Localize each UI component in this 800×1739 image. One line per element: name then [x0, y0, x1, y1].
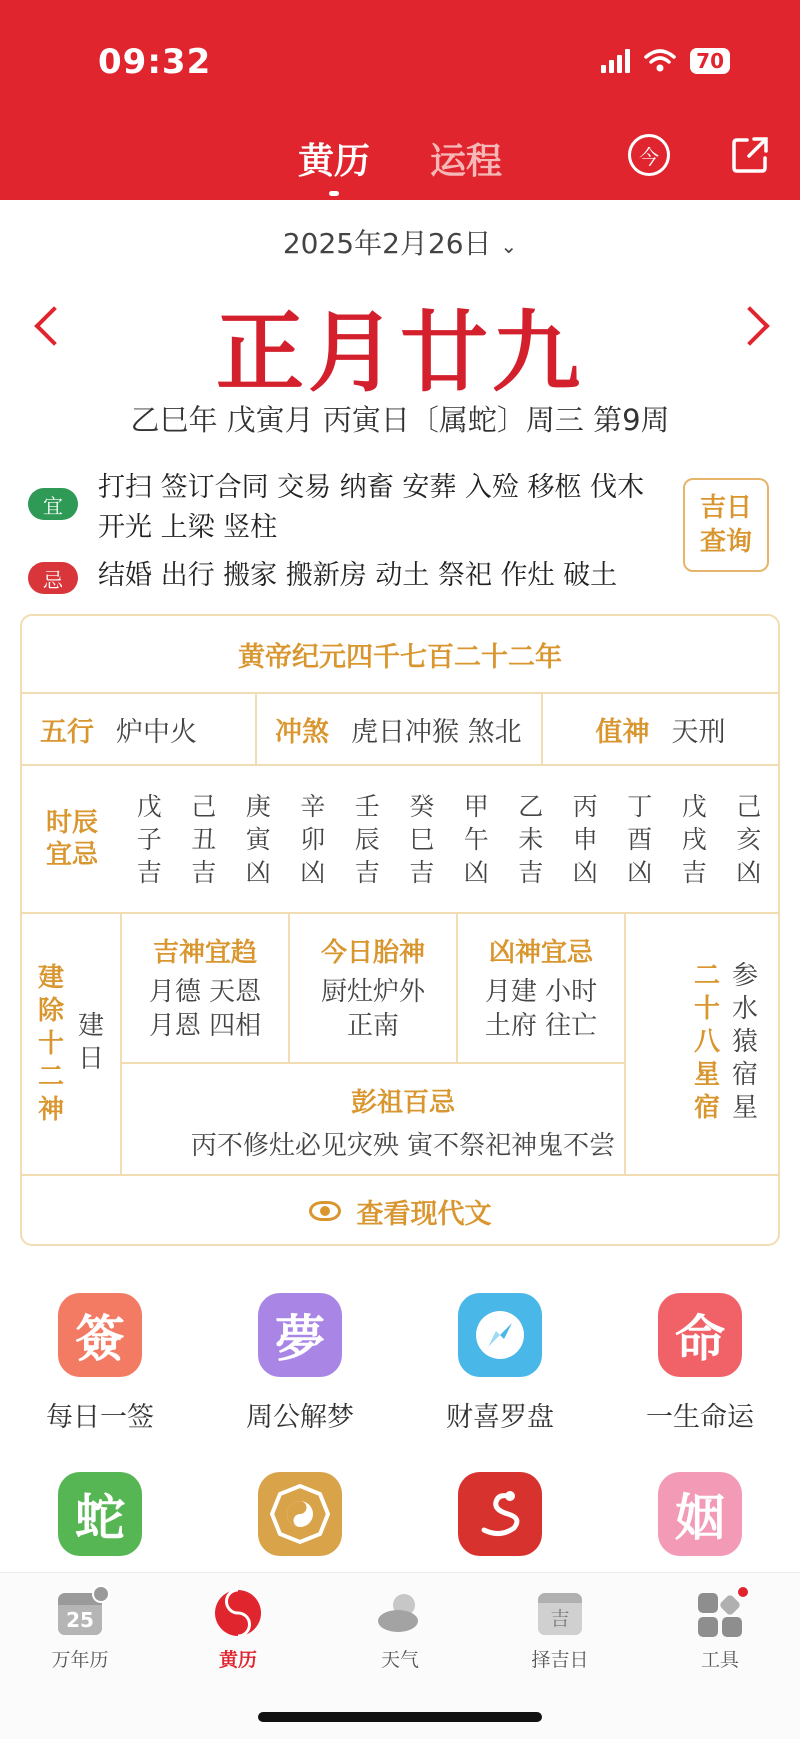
jishen-box	[122, 914, 288, 1062]
xiu-value: 参 水 猿 宿 星	[731, 961, 758, 1123]
tab-almanac[interactable]	[178, 1587, 298, 1672]
good-day-query-button[interactable]	[683, 478, 769, 572]
home-indicator	[258, 1712, 542, 1722]
lower-grid	[22, 914, 778, 1176]
shichen-label-text: 时辰 宜忌	[45, 808, 98, 870]
chongsha-value: 虎日冲猴 煞北	[351, 716, 522, 748]
snake-emblem-icon	[458, 1472, 542, 1556]
shichen-column	[504, 790, 559, 889]
shichen-cell: 甲	[463, 791, 489, 821]
wuxing-chongsha-row	[22, 694, 778, 766]
calendar-day-number: 25	[58, 1605, 102, 1635]
app-header	[0, 0, 800, 200]
tool-item[interactable]	[600, 1472, 800, 1556]
xiongshen-box	[458, 914, 624, 1062]
lunar-date: 正月廿九	[215, 300, 584, 404]
tool-item[interactable]	[200, 1472, 400, 1556]
shichen-cell: 吉	[681, 857, 707, 887]
lucky-day-glyph: 吉	[538, 1603, 582, 1635]
pengzu-box	[122, 1064, 684, 1162]
almanac-card	[20, 614, 780, 1246]
shichen-column	[395, 790, 450, 889]
shichen-cell: 戊	[136, 791, 162, 821]
taishen-line: 厨灶炉外	[320, 977, 425, 1007]
battery-indicator: 70	[690, 48, 730, 74]
notification-dot	[736, 1585, 750, 1599]
tab-calendar[interactable]	[20, 1587, 140, 1672]
tab-weather-label: 天气	[380, 1649, 419, 1671]
cellular-signal-icon	[601, 49, 630, 73]
shichen-label	[22, 807, 122, 871]
top-nav-tabs	[0, 133, 800, 184]
shichen-cell: 凶	[300, 857, 326, 887]
shichen-cell: 吉	[409, 857, 435, 887]
taishen-title: 今日胎神	[320, 938, 425, 968]
shichen-cell: 己	[736, 791, 762, 821]
dream-icon: 夢	[258, 1293, 342, 1377]
shichen-cell: 吉	[191, 857, 217, 887]
yi-row	[28, 468, 668, 548]
shichen-cell: 子	[136, 824, 162, 854]
lucky-day-icon	[534, 1587, 586, 1639]
shichen-cell: 凶	[736, 857, 762, 887]
shichen-cell: 申	[572, 824, 598, 854]
pengzu-title: 彭祖百忌	[350, 1088, 455, 1118]
pengzu-text: 丙不修灶必见灾殃 寅不祭祀神鬼不尝	[190, 1131, 616, 1161]
compass-icon	[458, 1293, 542, 1377]
jishen-line: 月德 天恩	[148, 977, 262, 1007]
eye-icon	[309, 1201, 341, 1221]
tab-tools-label: 工具	[700, 1649, 739, 1671]
shichen-cell: 午	[463, 824, 489, 854]
today-circle-icon[interactable]: 今	[628, 134, 670, 176]
shichen-column	[613, 790, 668, 889]
shichen-column	[177, 790, 232, 889]
shichen-cell: 辰	[354, 824, 380, 854]
tab-yuncheng[interactable]	[430, 133, 502, 184]
tab-huangli[interactable]	[298, 133, 370, 184]
tool-label: 周公解梦	[246, 1402, 354, 1433]
shichen-cell: 吉	[518, 857, 544, 887]
almanac-icon	[212, 1587, 264, 1639]
solar-date: 2025年2月26日	[282, 227, 492, 260]
tool-item[interactable]	[200, 1293, 400, 1434]
good-day-button-line2: 查询	[699, 527, 752, 557]
tab-weather[interactable]	[340, 1587, 460, 1672]
shichen-cell: 酉	[627, 824, 653, 854]
shichen-column	[122, 790, 177, 889]
shichen-column	[231, 790, 286, 889]
xiu-label: 二 十 八 星 宿	[693, 961, 720, 1123]
weather-icon	[374, 1587, 426, 1639]
shichen-column	[340, 790, 395, 889]
shichen-cell: 吉	[136, 857, 162, 887]
shichen-cell: 乙	[518, 791, 544, 821]
shichen-cell: 己	[191, 791, 217, 821]
yi-badge: 宜	[28, 488, 78, 520]
jishen-title: 吉神宜趋	[152, 938, 257, 968]
ji-row	[28, 556, 668, 596]
shichen-row	[22, 766, 778, 914]
yi-text: 打扫 签订合同 交易 纳畜 安葬 入殓 移柩 伐木 开光 上梁 竖柱	[98, 472, 645, 543]
taishen-box	[290, 914, 456, 1062]
tool-item[interactable]	[0, 1472, 200, 1556]
zhishen-cell	[543, 694, 778, 764]
bagua-icon	[258, 1472, 342, 1556]
tools-icon	[694, 1587, 746, 1639]
era-title: 黄帝纪元四千七百二十二年	[22, 616, 778, 694]
chongsha-key: 冲煞	[275, 716, 329, 748]
good-day-button-line1: 吉日	[699, 493, 752, 523]
shichen-columns	[122, 790, 776, 889]
tool-item[interactable]	[600, 1293, 800, 1434]
tab-tools[interactable]	[660, 1587, 780, 1672]
shichen-column	[449, 790, 504, 889]
shichen-cell: 未	[518, 824, 544, 854]
ji-text: 结婚 出行 搬家 搬新房 动土 祭祀 作灶 破土	[98, 560, 618, 591]
shichen-cell: 凶	[627, 857, 653, 887]
shichen-cell: 庚	[245, 791, 271, 821]
zhishen-key: 值神	[595, 716, 650, 748]
shichen-cell: 凶	[245, 857, 271, 887]
tool-item[interactable]	[400, 1293, 600, 1434]
tab-yuncheng-label: 运程	[430, 141, 503, 182]
shichen-cell: 丙	[572, 791, 598, 821]
wifi-icon	[644, 49, 676, 73]
shichen-column	[722, 790, 777, 889]
modern-text-button[interactable]	[22, 1176, 778, 1246]
shichen-cell: 凶	[572, 857, 598, 887]
shichen-cell: 凶	[463, 857, 489, 887]
taishen-line: 正南	[346, 1011, 399, 1041]
wuxing-key: 五行	[40, 716, 94, 748]
shichen-cell: 癸	[409, 791, 435, 821]
active-tab-indicator	[329, 191, 339, 196]
xiongshen-title: 凶神宜忌	[488, 938, 593, 968]
chevron-down-icon: ⌄	[500, 234, 518, 258]
shichen-cell: 戌	[681, 824, 707, 854]
jianchu-label: 建 除 十 二 神	[37, 963, 64, 1125]
shichen-cell: 壬	[354, 791, 380, 821]
tab-lucky-day[interactable]	[500, 1587, 620, 1672]
yi-ji-section	[28, 468, 668, 604]
shichen-column	[558, 790, 613, 889]
share-icon[interactable]	[729, 134, 771, 176]
tool-item[interactable]	[400, 1472, 600, 1556]
tool-label: 每日一签	[46, 1402, 154, 1433]
tool-item[interactable]	[0, 1293, 200, 1434]
chongsha-cell	[257, 694, 543, 764]
shichen-cell: 寅	[245, 824, 271, 854]
jishen-line: 月恩 四相	[148, 1011, 262, 1041]
destiny-icon: 命	[658, 1293, 742, 1377]
solar-date-selector[interactable]	[0, 222, 800, 262]
shichen-cell: 巳	[409, 824, 435, 854]
shichen-cell: 辛	[300, 791, 326, 821]
shichen-column	[286, 790, 341, 889]
shichen-cell: 吉	[354, 857, 380, 887]
tab-huangli-label: 黄历	[297, 141, 370, 182]
shichen-cell: 丑	[191, 824, 217, 854]
status-time: 09:32	[98, 42, 212, 82]
snake-year-icon: 蛇	[58, 1472, 142, 1556]
calendar-icon	[54, 1587, 106, 1639]
wuxing-cell	[22, 694, 257, 764]
zhishen-value: 天刑	[671, 716, 726, 748]
status-icons	[601, 48, 730, 74]
ganzhi-line: 乙巳年 戊寅月 丙寅日〔属蛇〕周三 第9周	[130, 403, 670, 437]
xiongshen-line: 土府 往亡	[484, 1011, 598, 1041]
tab-almanac-label: 黄历	[218, 1649, 257, 1671]
shichen-cell: 卯	[300, 824, 326, 854]
tool-label: 一生命运	[646, 1402, 754, 1433]
modern-text-label: 查看现代文	[356, 1198, 492, 1230]
fortune-stick-icon: 簽	[58, 1293, 142, 1377]
wuxing-value: 炉中火	[116, 716, 197, 748]
shichen-cell: 丁	[627, 791, 653, 821]
shichen-cell: 戊	[681, 791, 707, 821]
tab-calendar-label: 万年历	[51, 1649, 109, 1671]
tool-label: 财喜罗盘	[446, 1402, 554, 1433]
ji-badge: 忌	[28, 562, 78, 594]
jianchu-value: 建 日	[77, 1011, 104, 1074]
shichen-column	[667, 790, 722, 889]
shichen-cell: 亥	[736, 824, 762, 854]
tab-lucky-day-label: 择吉日	[531, 1649, 589, 1671]
marriage-icon: 姻	[658, 1472, 742, 1556]
xiongshen-line: 月建 小时	[484, 977, 598, 1007]
